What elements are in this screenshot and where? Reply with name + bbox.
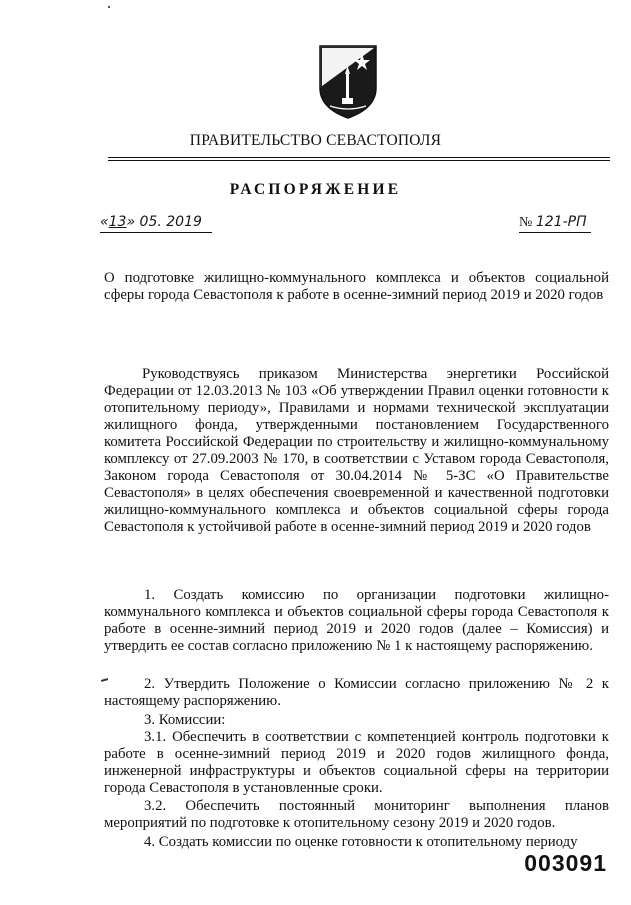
item-4: 4. Создать комиссии по оценке готовности к отопительному периоду [144, 834, 578, 850]
number-value: 121-РП [535, 214, 587, 230]
date-day: 13 [108, 214, 127, 230]
document-number [519, 214, 587, 231]
item-2: 2. Утвердить Положение о Комиссии согласно приложению № 2 к настоящему распоряжению. [104, 676, 609, 709]
item-3: 3. Комиссии: [144, 712, 226, 728]
header-rule-thick [108, 157, 610, 158]
item-1: 1. Создать комиссию по организации подготовки жилищно-коммунального комплекса и объектов социальной сферы города Севастополя к работе в осенне-зимний период 2019 и 2020 годов (далее – Комиссия) и утвердить ее состав согласно приложению № 1 к настоящему распоряжению. [104, 587, 609, 654]
document-subject: О подготовке жилищно-коммунального комплекса и объектов социальной сферы города Севастополя к работе в осенне-зимний период 2019 и 2020 годов [104, 270, 609, 303]
number-sign: № [519, 215, 536, 230]
item-3-1: 3.1. Обеспечить в соответствии с компетенцией контроль подготовки к работе в осенне-зимний период 2019 и 2020 годов жилищного фонда, инженерной инфраструктуры и объектов социальной сферы на территории города Севастополя в установленные сроки. [104, 729, 609, 796]
date-month-year: » 05. 2019 [126, 214, 202, 230]
item-3-2: 3.2. Обеспечить постоянный мониторинг выполнения планов мероприятий по подготовке к отопительному сезону 2019 и 2020 годов. [104, 798, 609, 831]
serial-number: 003091 [524, 850, 607, 876]
document-type: РАСПОРЯЖЕНИЕ [229, 181, 402, 198]
government-title: ПРАВИТЕЛЬСТВО СЕВАСТОПОЛЯ [189, 132, 442, 149]
sevastopol-emblem [316, 44, 380, 120]
preamble-paragraph: Руководствуясь приказом Министерства энергетики Российской Федерации от 12.03.2013 № 103 «Об утверждении Правил оценки готовности к отопительному периоду», Правилами и нормами технической эксплуатации жилищного фонда, утвержденными постановлением Государственного комитета Российской Федерации по строительству и жилищно-коммунальному комплексу от 27.09.2003 № 170, в соответствии с Уставом города Севастополя, Законом города Севастополя от 30.04.2014 № 5-ЗС «О Правительстве Севастополя» в целях обеспечения своевременной и качественной подготовки жилищно-коммунального комплекса и объектов социальной сферы города Севастополя к устойчивой работе в осенне-зимний период 2019 и 2020 годов [104, 366, 609, 535]
header-rule-thin [108, 160, 610, 161]
document-date [100, 214, 202, 230]
date-open-quote: « [100, 214, 109, 230]
scan-speck [108, 6, 110, 8]
